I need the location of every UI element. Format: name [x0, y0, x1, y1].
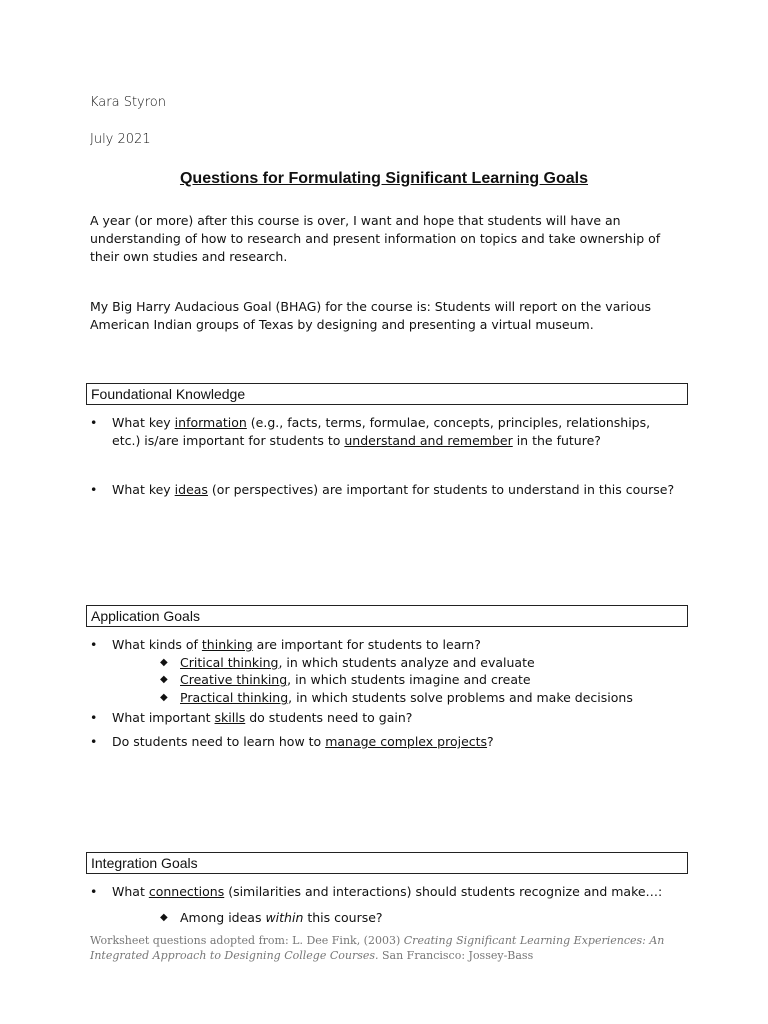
diamond-bullet-icon: ◆	[160, 657, 168, 668]
bhag-paragraph: My Big Harry Audacious Goal (BHAG) for the course is: Students will report on the various American Indian groups of Texas by designing and presenting a virtual museum.	[90, 299, 652, 332]
question-text: What important skills do students need to gain?	[112, 710, 413, 725]
document-date: July 2021	[90, 132, 151, 147]
bullet-icon: •	[90, 482, 98, 497]
question-text: What key information (e.g., facts, terms, formulae, concepts, principles, relationships, etc.) is/are important for students to understand and remember in the future?	[112, 415, 651, 448]
section-heading-integration: Integration Goals	[86, 852, 688, 874]
question-text: Do students need to learn how to manage complex projects?	[112, 734, 494, 749]
section-heading-foundational: Foundational Knowledge	[86, 383, 688, 405]
bullet-icon: •	[90, 637, 98, 652]
bullet-icon: •	[90, 734, 98, 749]
question-text: What connections (similarities and interactions) should students recognize and make…:	[112, 884, 663, 899]
diamond-bullet-icon: ◆	[160, 912, 168, 923]
section-heading-application: Application Goals	[86, 605, 688, 627]
author-name: Kara Styron	[90, 95, 167, 110]
bullet-icon: •	[90, 710, 98, 725]
sub-item-text: Creative thinking, in which students imagine and create	[180, 672, 531, 687]
sub-item-text: Critical thinking, in which students analyze and evaluate	[180, 655, 535, 670]
intro-paragraph: A year (or more) after this course is over, I want and hope that students will have an understanding of how to research and present information on topics and take ownership of their own studies and research.	[90, 213, 661, 264]
footnote: Worksheet questions adopted from: L. Dee Fink, (2003) Creating Significant Learning Experiences: An Integrated Approach to Designing College Courses. San Francisco: Jossey-Bass	[90, 934, 665, 962]
diamond-bullet-icon: ◆	[160, 692, 168, 703]
sub-item-text: Practical thinking, in which students solve problems and make decisions	[180, 690, 633, 705]
diamond-bullet-icon: ◆	[160, 674, 168, 685]
question-text: What key ideas (or perspectives) are important for students to understand in this course?	[112, 482, 675, 497]
question-text: What kinds of thinking are important for students to learn?	[112, 637, 481, 652]
sub-item-text: Among ideas within this course?	[180, 910, 383, 925]
bullet-icon: •	[90, 884, 98, 899]
document-title: Questions for Formulating Significant Learning Goals	[179, 170, 589, 187]
bullet-icon: •	[90, 415, 98, 430]
